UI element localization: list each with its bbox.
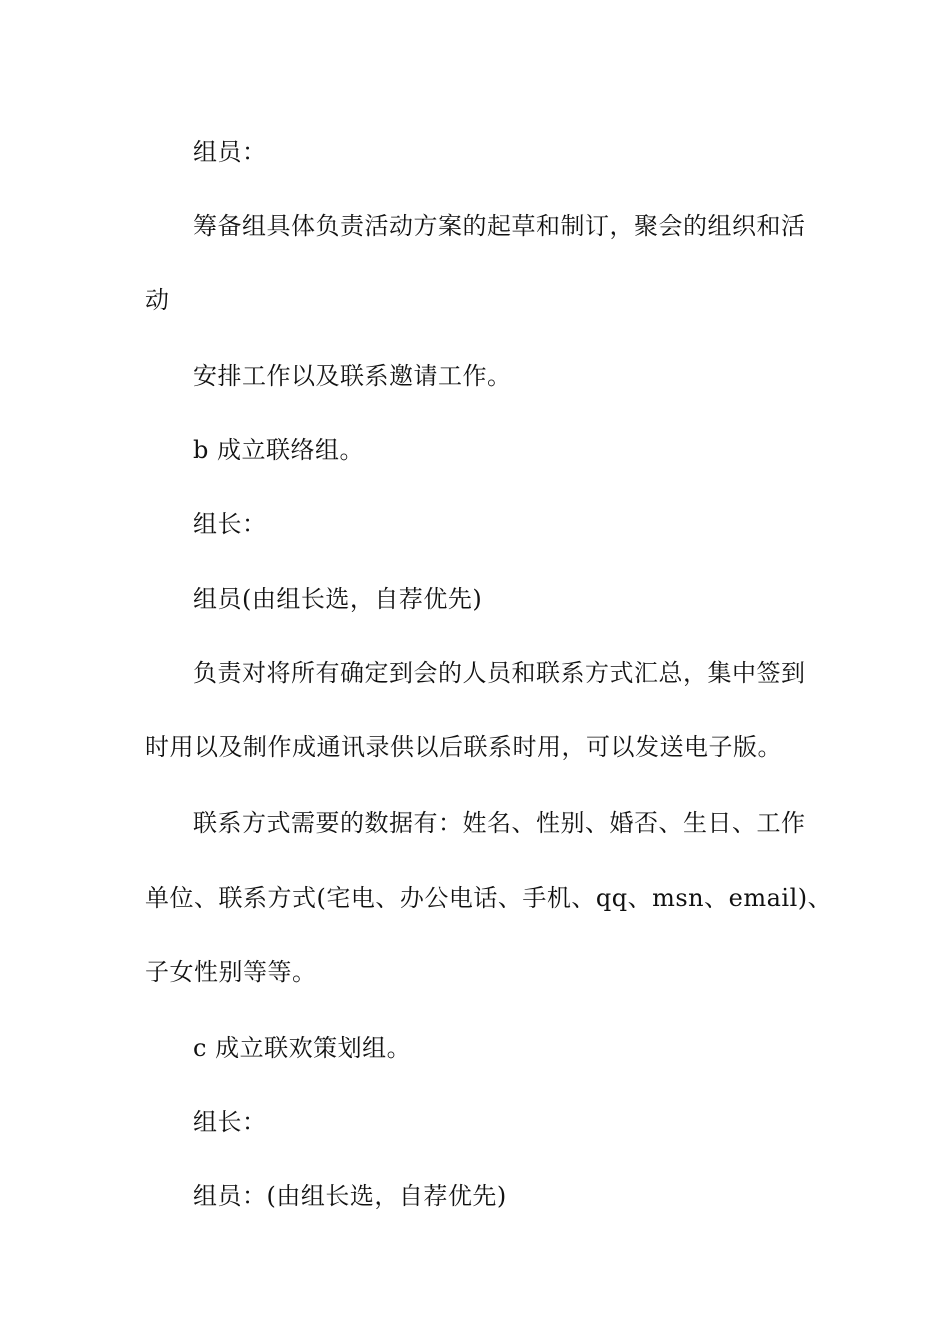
text-line-liaison-duties-cont: 时用以及制作成通讯录供以后联系时用，可以发送电子版。 — [145, 733, 782, 761]
text-line-liaison-group: b 成立联络组。 — [193, 436, 364, 464]
text-line-party-group: c 成立联欢策划组。 — [193, 1034, 412, 1062]
text-line-members: 组员： — [193, 138, 267, 166]
text-line-party-members: 组员：(由组长选，自荐优先) — [193, 1182, 507, 1210]
text-line-arrangement: 安排工作以及联系邀请工作。 — [193, 362, 512, 390]
text-line-members-selection: 组员(由组长选，自荐优先) — [193, 585, 483, 613]
text-line-prep-duties-cont: 动 — [145, 286, 170, 314]
text-line-contact-data-cont: 单位、联系方式(宅电、办公电话、手机、qq、msn、email)、 — [145, 884, 833, 912]
text-line-prep-duties: 筹备组具体负责活动方案的起草和制订，聚会的组织和活 — [193, 212, 806, 240]
text-line-contact-data: 联系方式需要的数据有：姓名、性别、婚否、生日、工作 — [193, 809, 806, 837]
text-line-liaison-duties: 负责对将所有确定到会的人员和联系方式汇总，集中签到 — [193, 659, 806, 687]
text-line-contact-data-end: 子女性别等等。 — [145, 958, 317, 986]
text-line-leader: 组长： — [193, 510, 267, 538]
text-line-party-leader: 组长： — [193, 1108, 267, 1136]
